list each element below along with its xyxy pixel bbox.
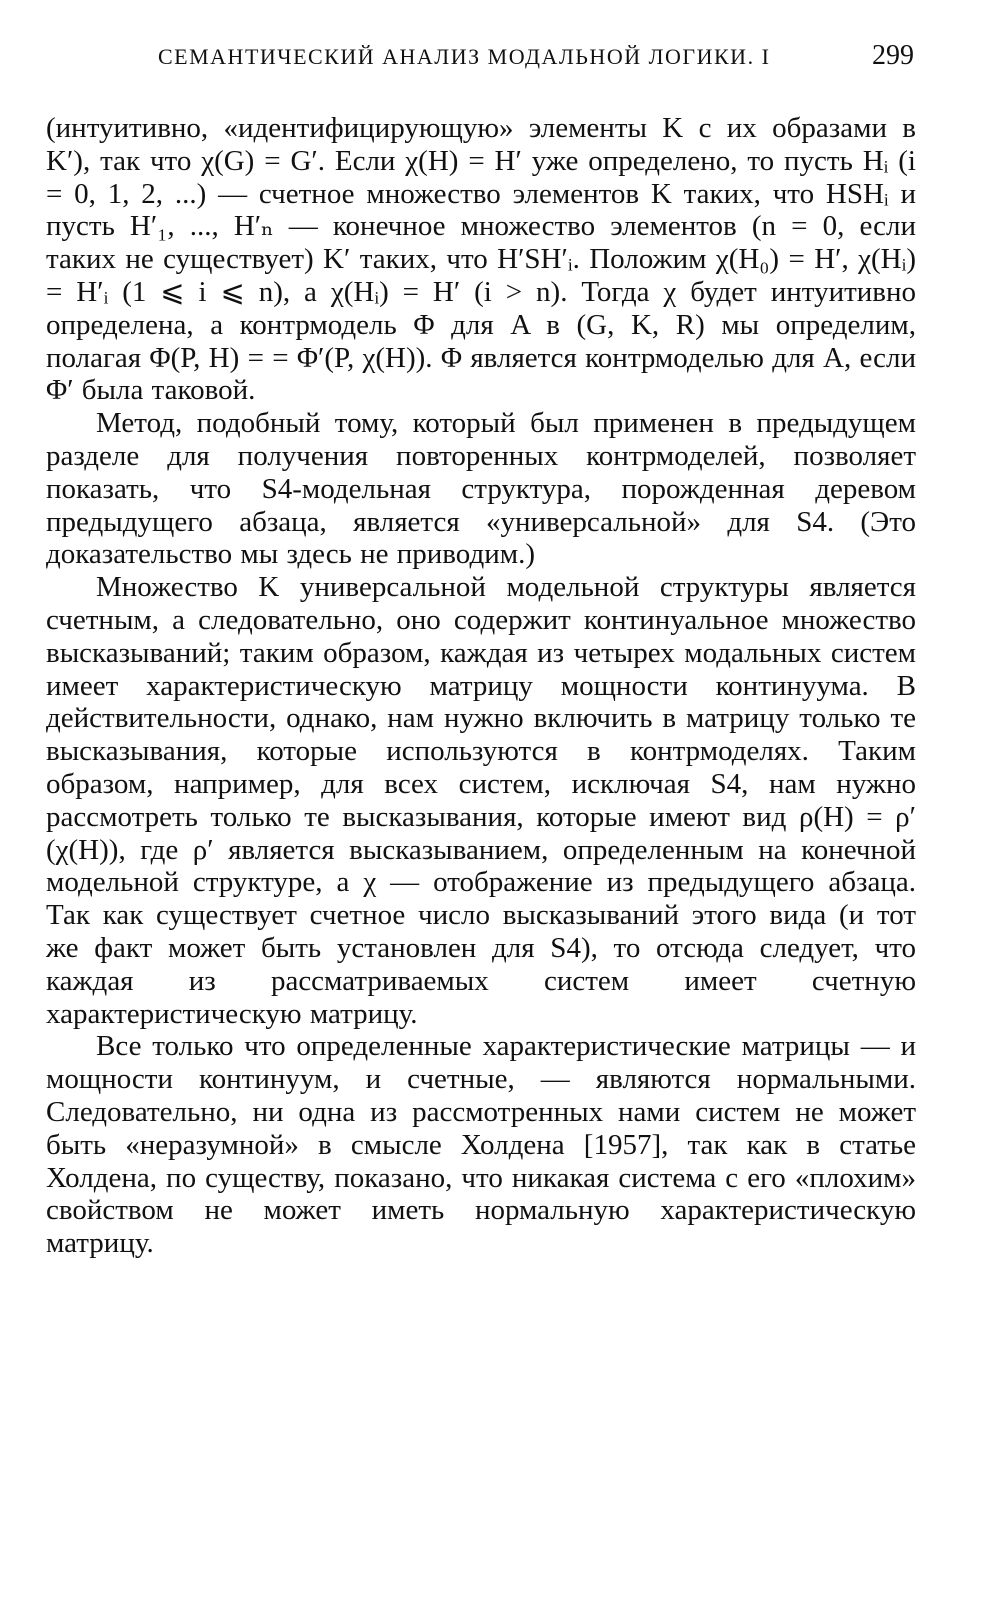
- paragraph-set-k: Множество K универсальной модельной структуры является счетным, а следовательно, оно содержит континуальное множество высказываний; таким образом, каждая из четырех модальных систем имеет характеристическую матрицу мощности континуума. В действительности, однако, нам нужно включить в матрицу только те высказывания, которые используются в контрмоделях. Таким образом, например, для всех систем, исключая S4, нам нужно рассмотреть только те высказывания, которые имеют вид ρ(H) = ρ′(χ(H)), где ρ′ является высказыванием, определенным на конечной модельной структуре, а χ — отображение из предыдущего абзаца. Так как существует счетное число высказываний этого вида (и тот же факт может быть установлен для S4), то отсюда следует, что каждая из рассматриваемых систем имеет счетную характеристическую матрицу.: [46, 571, 916, 1030]
- page-header: [46, 38, 916, 84]
- page-number: 299: [872, 40, 914, 71]
- book-page: [46, 38, 916, 1558]
- paragraph-continuation: (интуитивно, «идентифицирующую» элементы K с их образами в K′), так что χ(G) = G′. Если χ(H) = H′ уже определено, то пусть Hᵢ (i = 0, 1, 2, ...) — счетное множество элементов K таких, что HSHᵢ и пусть H′₁, ..., H′ₙ — конечное множество элементов (n = 0, если таких не существует) K′ таких, что H′SH′ᵢ. Положим χ(H₀) = H′, χ(Hᵢ) = H′ᵢ (1 ⩽ i ⩽ n), а χ(Hᵢ) = H′ (i > n). Тогда χ будет интуитивно определена, а контрмодель Φ для A в (G, K, R) мы определим, полагая Φ(P, H) = = Φ′(P, χ(H)). Φ является контрмоделью для A, если Φ′ была таковой.: [46, 112, 916, 407]
- paragraph-normal-matrices: Все только что определенные характеристические матрицы — и мощности континуум, и счетные, — являются нормальными. Следовательно, ни одна из рассмотренных нами систем не может быть «неразумной» в смысле Холдена [1957], так как в статье Холдена, по существу, показано, что никакая система с его «плохим» свойством не может иметь нормальную характеристическую матрицу.: [46, 1030, 916, 1260]
- body-text: [46, 112, 916, 1260]
- paragraph-method: Метод, подобный тому, который был применен в предыдущем разделе для получения повторенных контрмоделей, позволяет показать, что S4-модельная структура, порожденная деревом предыдущего абзаца, является «универсальной» для S4. (Это доказательство мы здесь не приводим.): [46, 407, 916, 571]
- running-head: СЕМАНТИЧЕСКИЙ АНАЛИЗ МОДАЛЬНОЙ ЛОГИКИ. I: [158, 44, 771, 69]
